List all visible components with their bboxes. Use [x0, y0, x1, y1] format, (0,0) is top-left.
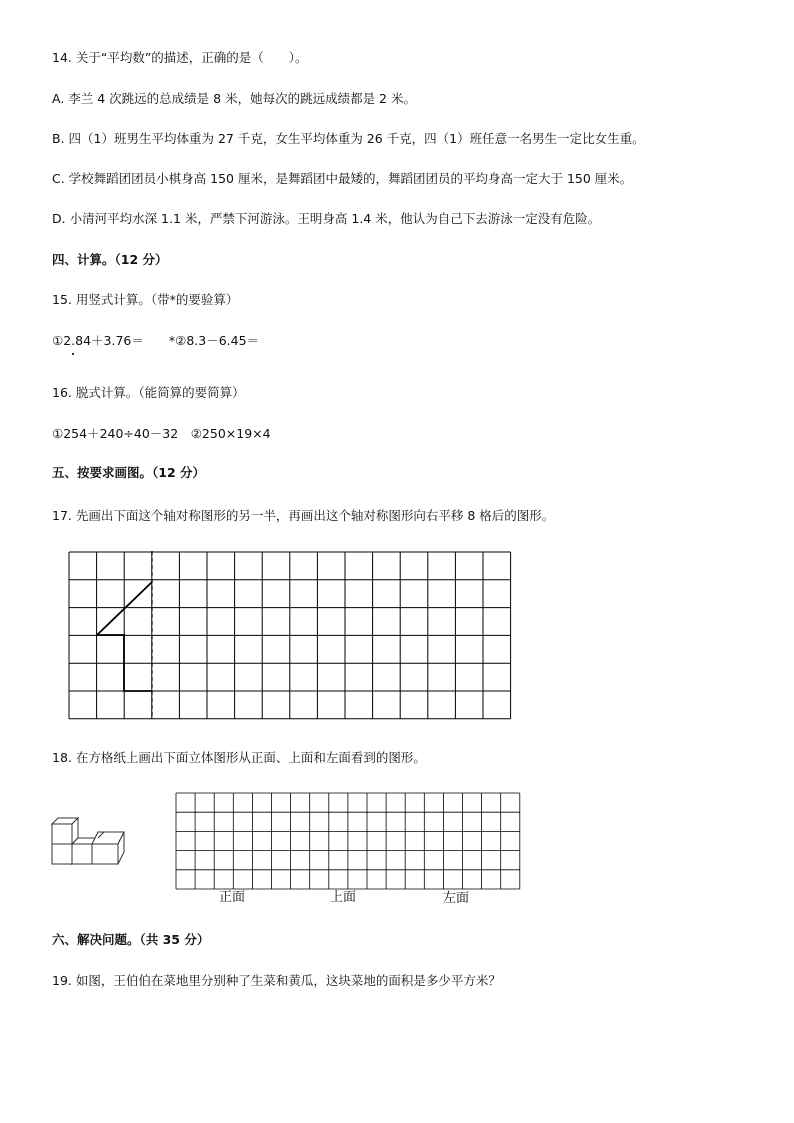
cube-front-right	[92, 844, 118, 864]
q17-grid-figure	[68, 551, 513, 725]
q19-stem: 19. 如图，王伯伯在菜地里分别种了生菜和黄瓜，这块菜地的面积是多少平方米？	[52, 973, 501, 988]
q14-option-d: D. 小清河平均水深 1.1 米，严禁下河游泳。王明身高 1.4 米，他认为自己下去游泳一定没有危险。	[52, 211, 601, 226]
section-heading-5: 五、按要求画图。（12 分）	[52, 465, 205, 480]
q14-option-c: C. 学校舞蹈团团员小棋身高 150 厘米，是舞蹈团中最矮的，舞蹈团团员的平均身高一定大于 150 厘米。	[52, 171, 633, 186]
q18-stem: 18. 在方格纸上画出下面立体图形从正面、上面和左面看到的图形。	[52, 750, 426, 765]
q17-stem: 17. 先画出下面这个轴对称图形的另一半，再画出这个轴对称图形向右平移 8 格后的图形。	[52, 508, 555, 523]
label-left-view: 左面	[443, 891, 470, 906]
label-front-view: 正面	[219, 890, 246, 905]
cube-solid-svg	[48, 815, 130, 867]
cube-front-lower-left	[52, 844, 72, 864]
section-heading-4: 四、计算。（12 分）	[52, 252, 168, 267]
label-top-view: 上面	[330, 890, 357, 905]
q18-grid-figure	[175, 792, 521, 894]
cube-front-middle	[72, 844, 92, 864]
q16-stem: 16. 脱式计算。（能简算的要简算）	[52, 385, 245, 400]
cube-solid-figure	[48, 815, 130, 871]
q16-items: ①254＋240÷40－32 ②250×19×4	[52, 426, 271, 441]
q18-grid-lines	[176, 793, 520, 889]
cube-front-upper-left	[52, 824, 72, 844]
q17-grid-svg	[68, 551, 513, 721]
q14-option-b: B. 四（1）班男生平均体重为 27 千克，女生平均体重为 26 千克，四（1）班任意一名男生一定比女生重。	[52, 131, 645, 146]
stray-dot	[72, 353, 74, 355]
q17-grid-lines	[69, 552, 511, 719]
section-heading-6: 六、解决问题。（共 35 分）	[52, 932, 210, 947]
q14-option-a: A. 李兰 4 次跳远的总成绩是 8 米，她每次的跳远成绩都是 2 米。	[52, 91, 416, 106]
q18-grid-svg	[175, 792, 521, 890]
q14-stem: 14. 关于“平均数”的描述，正确的是（ ）。	[52, 50, 308, 65]
q15-items: ①2.84＋3.76＝ *②8.3－6.45＝	[52, 333, 260, 348]
q15-stem: 15. 用竖式计算。（带*的要验算）	[52, 292, 239, 307]
